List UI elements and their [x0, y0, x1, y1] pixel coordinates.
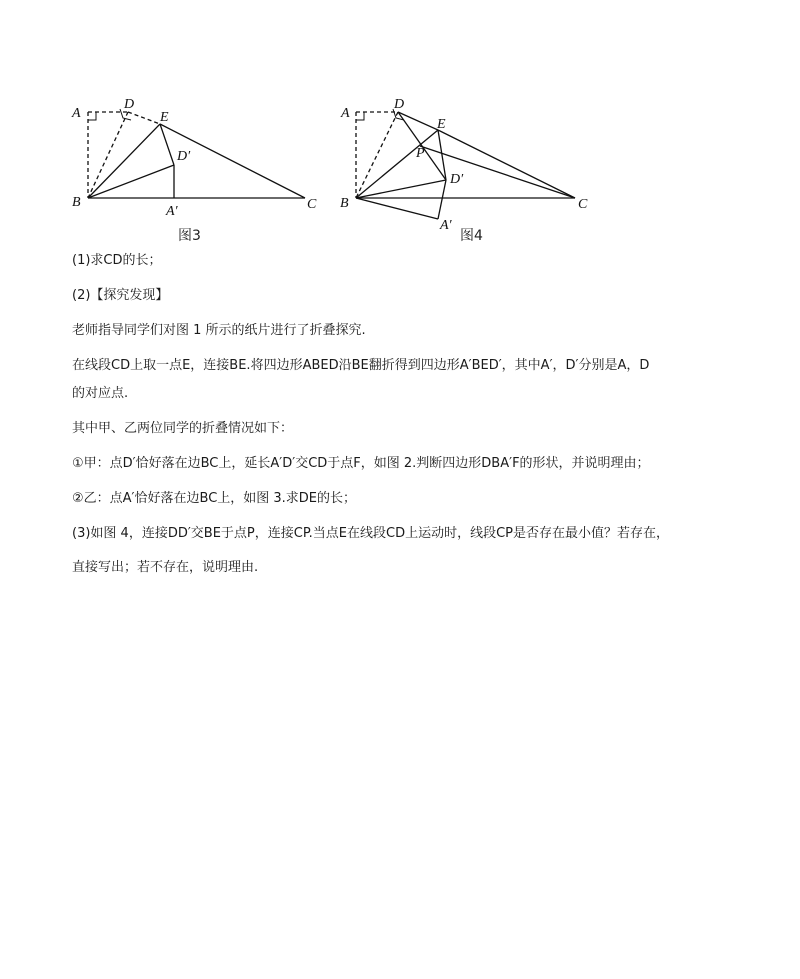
question-2-part-a: ①甲：点D′恰好落在边BC上，延长A′D′交CD于点F，如图 2.判断四边形DBA′F的形状，并说明理由； — [72, 456, 650, 471]
dashed-DE — [128, 112, 160, 124]
question-2-part-b: ②乙：点A′恰好落在边BC上，如图 3.求DE的长； — [72, 491, 357, 506]
label-E: E — [160, 110, 169, 125]
figure-3 — [0, 0, 800, 254]
label-Dprime: D′ — [177, 149, 191, 164]
question-2-heading: (2)【探究发现】 — [72, 288, 169, 303]
question-2-line-2: 的对应点. — [72, 386, 129, 401]
question-3-line-1: (3)如图 4，连接DD′交BE于点P，连接CP.当点E在线段CD上运动时，线段CP是否存在最小值？若存在， — [72, 526, 670, 541]
question-text — [72, 251, 762, 578]
label-D-4: D — [394, 97, 405, 112]
label-Dprime-4: D′ — [450, 172, 464, 187]
right-angle-A — [88, 112, 96, 120]
question-1: (1)求CD的长； — [72, 253, 162, 268]
question-3-line-2: 直接写出；若不存在，说明理由. — [72, 560, 259, 575]
figure-4-caption: 图4 — [460, 228, 483, 244]
question-2-intro: 老师指导同学们对图 1 所示的纸片进行了折叠探究. — [72, 323, 366, 338]
label-A: A — [72, 106, 81, 121]
label-A-4: A — [341, 106, 350, 121]
label-C: C — [307, 197, 317, 212]
label-C-4: C — [578, 197, 588, 212]
label-Aprime-4: A′ — [440, 218, 452, 233]
question-2-line-1: 在线段CD上取一点E，连接BE.将四边形ABED沿BE翻折得到四边形A′BED′，其中A′，D′分别是A，D — [72, 358, 650, 373]
question-2-line-3: 其中甲、乙两位同学的折叠情况如下： — [72, 421, 294, 436]
label-B: B — [72, 195, 81, 210]
label-E-4: E — [437, 117, 446, 132]
label-B-4: B — [340, 196, 349, 211]
figure-3-diagram — [0, 0, 800, 250]
label-P-4: P — [416, 146, 425, 161]
figure-3-caption: 图3 — [178, 228, 201, 244]
segment-BE — [88, 124, 160, 198]
label-D: D — [124, 97, 135, 112]
label-Aprime: A′ — [166, 204, 178, 219]
